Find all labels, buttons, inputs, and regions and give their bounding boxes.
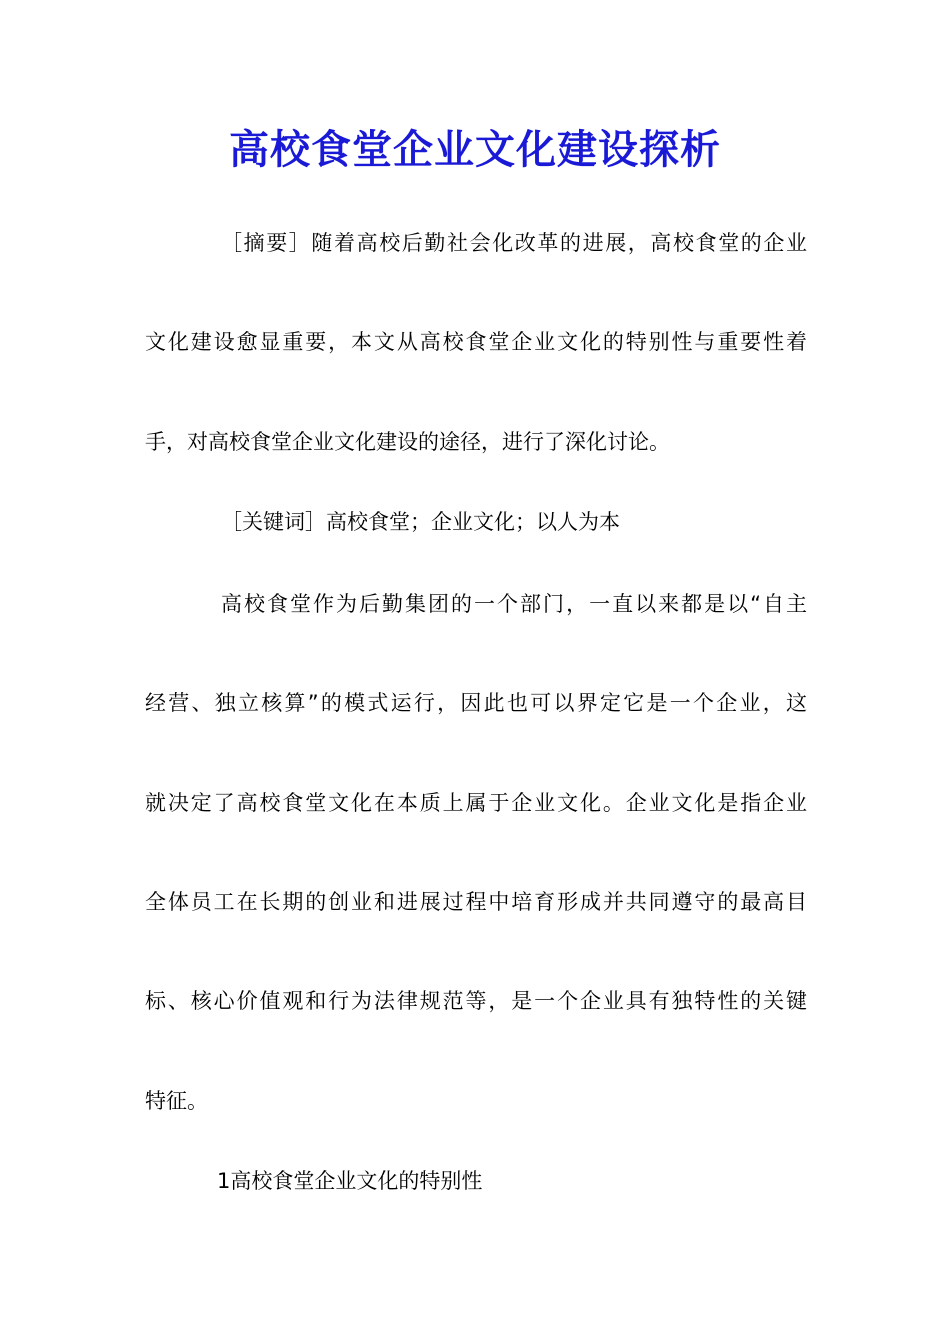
body-line-5: 标、核心价值观和行为法律规范等，是一个企业具有独特性的关键: [145, 989, 807, 1013]
body-line-6: 特征。: [145, 1089, 208, 1113]
abstract-line-2: 文化建设愈显重要，本文从高校食堂企业文化的特别性与重要性着: [145, 330, 807, 354]
keywords-line: ［关键词］高校食堂；企业文化；以人为本: [221, 510, 620, 534]
body-line-2: 经营、独立核算”的模式运行，因此也可以界定它是一个企业，这: [145, 691, 807, 715]
body-line-1: 高校食堂作为后勤集团的一个部门，一直以来都是以“自主: [221, 592, 807, 616]
abstract-line-3: 手，对高校食堂企业文化建设的途径，进行了深化讨论。: [145, 430, 670, 454]
abstract-line-1: ［摘要］随着高校后勤社会化改革的进展，高校食堂的企业: [221, 231, 807, 255]
body-line-4: 全体员工在长期的创业和进展过程中培育形成并共同遵守的最高目: [145, 890, 807, 914]
section-heading-1: 1高校食堂企业文化的特别性: [217, 1169, 483, 1193]
body-line-3: 就决定了高校食堂文化在本质上属于企业文化。企业文化是指企业: [145, 791, 807, 815]
document-title: 高校食堂企业文化建设探析: [229, 126, 721, 173]
